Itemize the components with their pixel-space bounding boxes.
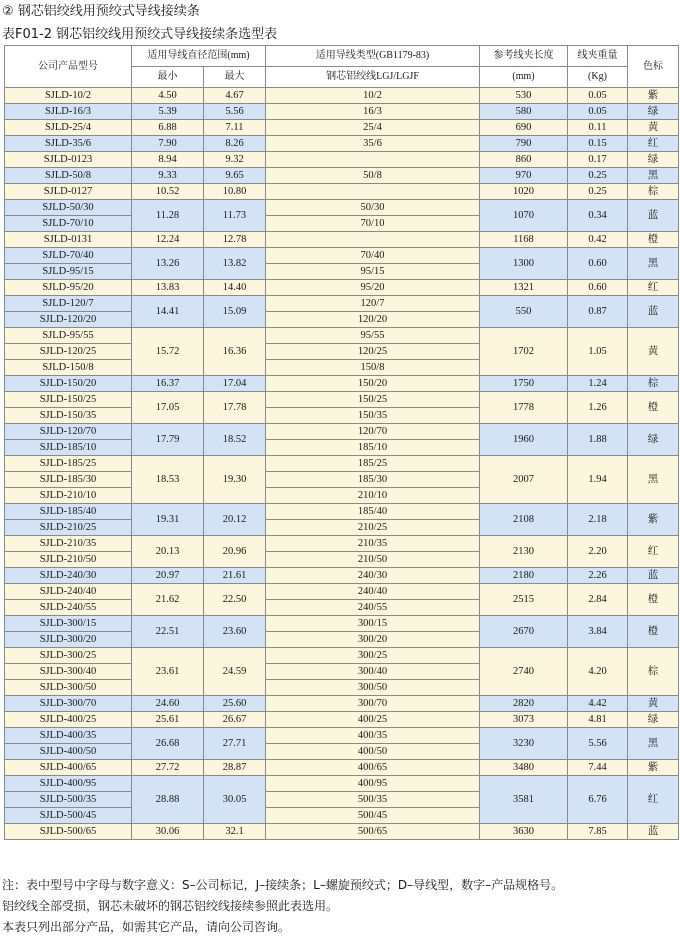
min-diameter-cell: 18.53 (132, 456, 204, 504)
wire-type-cell: 70/40 (266, 248, 480, 264)
table-row (5, 328, 679, 344)
max-diameter-cell: 23.60 (204, 616, 266, 648)
wire-type-cell (266, 152, 480, 168)
length-cell: 530 (480, 88, 568, 104)
model-cell: SJLD-210/25 (5, 520, 132, 536)
weight-cell: 4.81 (568, 712, 628, 728)
min-diameter-cell: 10.52 (132, 184, 204, 200)
weight-cell: 0.34 (568, 200, 628, 232)
table-row (5, 824, 679, 840)
wire-type-cell: 300/25 (266, 648, 480, 664)
table-row (5, 504, 679, 520)
length-cell: 1702 (480, 328, 568, 376)
max-diameter-cell: 9.65 (204, 168, 266, 184)
min-diameter-cell: 15.72 (132, 328, 204, 376)
max-diameter-cell: 4.67 (204, 88, 266, 104)
model-cell: SJLD-150/25 (5, 392, 132, 408)
wire-type-cell: 120/7 (266, 296, 480, 312)
model-cell: SJLD-240/55 (5, 600, 132, 616)
color-cell: 绿 (628, 152, 679, 168)
color-cell: 紫 (628, 760, 679, 776)
wire-type-cell: 400/25 (266, 712, 480, 728)
model-cell: SJLD-150/8 (5, 360, 132, 376)
color-cell: 黄 (628, 328, 679, 376)
weight-cell: 7.85 (568, 824, 628, 840)
weight-cell: 4.42 (568, 696, 628, 712)
wire-type-cell: 210/50 (266, 552, 480, 568)
color-cell: 红 (628, 536, 679, 568)
header-length-unit: (mm) (480, 67, 568, 88)
max-diameter-cell: 27.71 (204, 728, 266, 760)
min-diameter-cell: 23.61 (132, 648, 204, 696)
model-cell: SJLD-500/45 (5, 808, 132, 824)
header-wire-type: 适用导线类型(GB1179-83) (266, 46, 480, 67)
table-row (5, 296, 679, 312)
min-diameter-cell: 14.41 (132, 296, 204, 328)
min-diameter-cell: 7.90 (132, 136, 204, 152)
wire-type-cell: 210/35 (266, 536, 480, 552)
wire-type-cell: 120/70 (266, 424, 480, 440)
color-cell: 黑 (628, 168, 679, 184)
model-cell: SJLD-300/70 (5, 696, 132, 712)
header-length: 参考线夹长度 (480, 46, 568, 67)
table-row (5, 728, 679, 744)
table-row (5, 568, 679, 584)
header-max: 最大 (204, 67, 266, 88)
max-diameter-cell: 17.04 (204, 376, 266, 392)
length-cell: 1300 (480, 248, 568, 280)
color-cell: 蓝 (628, 296, 679, 328)
length-cell: 3230 (480, 728, 568, 760)
model-cell: SJLD-70/10 (5, 216, 132, 232)
header-min: 最小 (132, 67, 204, 88)
weight-cell: 6.76 (568, 776, 628, 824)
wire-type-cell: 400/35 (266, 728, 480, 744)
length-cell: 3581 (480, 776, 568, 824)
wire-type-cell: 95/55 (266, 328, 480, 344)
min-diameter-cell: 20.13 (132, 536, 204, 568)
min-diameter-cell: 22.51 (132, 616, 204, 648)
table-row (5, 120, 679, 136)
weight-cell: 0.17 (568, 152, 628, 168)
weight-cell: 1.05 (568, 328, 628, 376)
max-diameter-cell: 14.40 (204, 280, 266, 296)
header-model: 公司产品型号 (5, 46, 132, 88)
min-diameter-cell: 6.88 (132, 120, 204, 136)
model-cell: SJLD-210/10 (5, 488, 132, 504)
max-diameter-cell: 24.59 (204, 648, 266, 696)
weight-cell: 1.26 (568, 392, 628, 424)
table-row (5, 280, 679, 296)
length-cell: 2670 (480, 616, 568, 648)
model-cell: SJLD-300/25 (5, 648, 132, 664)
header-weight: 线夹重量 (568, 46, 628, 67)
wire-type-cell: 185/25 (266, 456, 480, 472)
table-row (5, 232, 679, 248)
table-row (5, 424, 679, 440)
min-diameter-cell: 12.24 (132, 232, 204, 248)
note-line: 本表只列出部分产品，如需其它产品，请向公司咨询。 (2, 920, 291, 934)
length-cell: 3480 (480, 760, 568, 776)
max-diameter-cell: 20.96 (204, 536, 266, 568)
color-cell: 蓝 (628, 824, 679, 840)
model-cell: SJLD-95/20 (5, 280, 132, 296)
min-diameter-cell: 13.26 (132, 248, 204, 280)
weight-cell: 1.88 (568, 424, 628, 456)
color-cell: 红 (628, 776, 679, 824)
min-diameter-cell: 26.68 (132, 728, 204, 760)
table-row (5, 376, 679, 392)
color-cell: 蓝 (628, 200, 679, 232)
color-cell: 橙 (628, 232, 679, 248)
model-cell: SJLD-300/50 (5, 680, 132, 696)
weight-cell: 2.84 (568, 584, 628, 616)
length-cell: 790 (480, 136, 568, 152)
min-diameter-cell: 25.61 (132, 712, 204, 728)
model-cell: SJLD-240/30 (5, 568, 132, 584)
note-line: 注：表中型号中字母与数字意义：S–公司标记，J–接续条；L–螺旋预绞式；D–导线型，数字–产品规格号。 (2, 878, 564, 892)
table-row (5, 248, 679, 264)
color-cell: 紫 (628, 504, 679, 536)
color-cell: 橙 (628, 392, 679, 424)
weight-cell: 2.20 (568, 536, 628, 568)
wire-type-cell: 120/25 (266, 344, 480, 360)
table-row (5, 760, 679, 776)
table-row (5, 200, 679, 216)
wire-type-cell: 10/2 (266, 88, 480, 104)
weight-cell: 0.25 (568, 168, 628, 184)
max-diameter-cell: 7.11 (204, 120, 266, 136)
max-diameter-cell: 13.82 (204, 248, 266, 280)
color-cell: 黑 (628, 248, 679, 280)
max-diameter-cell: 12.78 (204, 232, 266, 248)
table-row (5, 392, 679, 408)
wire-type-cell: 500/45 (266, 808, 480, 824)
wire-type-cell: 240/30 (266, 568, 480, 584)
wire-type-cell: 400/95 (266, 776, 480, 792)
wire-type-cell: 300/15 (266, 616, 480, 632)
wire-type-cell: 50/8 (266, 168, 480, 184)
wire-type-cell: 120/20 (266, 312, 480, 328)
length-cell: 1321 (480, 280, 568, 296)
wire-type-cell: 500/65 (266, 824, 480, 840)
table-row (5, 152, 679, 168)
wire-type-cell: 185/40 (266, 504, 480, 520)
min-diameter-cell: 27.72 (132, 760, 204, 776)
length-cell: 550 (480, 296, 568, 328)
weight-cell: 0.42 (568, 232, 628, 248)
weight-cell: 2.26 (568, 568, 628, 584)
model-cell: SJLD-50/30 (5, 200, 132, 216)
table-row (5, 184, 679, 200)
wire-type-cell: 300/40 (266, 664, 480, 680)
min-diameter-cell: 30.06 (132, 824, 204, 840)
note-line: 铝绞线全部受损，钢芯未破坏的钢芯铝绞线接续参照此表选用。 (2, 899, 339, 913)
table-caption: 表F01-2 钢芯铝绞线用预绞式导线接续条选型表 (2, 27, 278, 42)
table-row (5, 712, 679, 728)
color-cell: 黑 (628, 728, 679, 760)
header-diameter-range: 适用导线直径范围(mm) (132, 46, 266, 67)
min-diameter-cell: 24.60 (132, 696, 204, 712)
min-diameter-cell: 17.05 (132, 392, 204, 424)
length-cell: 3630 (480, 824, 568, 840)
selection-table (4, 45, 679, 840)
weight-cell: 4.20 (568, 648, 628, 696)
wire-type-cell: 150/35 (266, 408, 480, 424)
header-wire-type-sub: 钢芯铝绞线LGJ/LGJF (266, 67, 480, 88)
min-diameter-cell: 16.37 (132, 376, 204, 392)
min-diameter-cell: 13.83 (132, 280, 204, 296)
max-diameter-cell: 5.56 (204, 104, 266, 120)
min-diameter-cell: 21.62 (132, 584, 204, 616)
wire-type-cell: 70/10 (266, 216, 480, 232)
length-cell: 1750 (480, 376, 568, 392)
max-diameter-cell: 28.87 (204, 760, 266, 776)
length-cell: 2108 (480, 504, 568, 536)
model-cell: SJLD-95/15 (5, 264, 132, 280)
model-cell: SJLD-210/50 (5, 552, 132, 568)
length-cell: 690 (480, 120, 568, 136)
model-cell: SJLD-50/8 (5, 168, 132, 184)
max-diameter-cell: 20.12 (204, 504, 266, 536)
color-cell: 紫 (628, 88, 679, 104)
weight-cell: 1.24 (568, 376, 628, 392)
model-cell: SJLD-300/40 (5, 664, 132, 680)
model-cell: SJLD-400/65 (5, 760, 132, 776)
length-cell: 580 (480, 104, 568, 120)
max-diameter-cell: 8.26 (204, 136, 266, 152)
max-diameter-cell: 18.52 (204, 424, 266, 456)
wire-type-cell: 400/50 (266, 744, 480, 760)
min-diameter-cell: 19.31 (132, 504, 204, 536)
color-cell: 绿 (628, 424, 679, 456)
max-diameter-cell: 21.61 (204, 568, 266, 584)
length-cell: 2130 (480, 536, 568, 568)
wire-type-cell: 300/70 (266, 696, 480, 712)
table-row (5, 168, 679, 184)
model-cell: SJLD-70/40 (5, 248, 132, 264)
wire-type-cell: 210/25 (266, 520, 480, 536)
min-diameter-cell: 8.94 (132, 152, 204, 168)
length-cell: 2515 (480, 584, 568, 616)
model-cell: SJLD-185/25 (5, 456, 132, 472)
min-diameter-cell: 28.88 (132, 776, 204, 824)
weight-cell: 0.60 (568, 280, 628, 296)
color-cell: 蓝 (628, 568, 679, 584)
model-cell: SJLD-300/20 (5, 632, 132, 648)
table-row (5, 648, 679, 664)
color-cell: 黄 (628, 120, 679, 136)
length-cell: 2820 (480, 696, 568, 712)
max-diameter-cell: 32.1 (204, 824, 266, 840)
table-row (5, 616, 679, 632)
max-diameter-cell: 19.30 (204, 456, 266, 504)
wire-type-cell: 95/20 (266, 280, 480, 296)
model-cell: SJLD-400/25 (5, 712, 132, 728)
color-cell: 绿 (628, 104, 679, 120)
wire-type-cell: 210/10 (266, 488, 480, 504)
weight-cell: 3.84 (568, 616, 628, 648)
length-cell: 860 (480, 152, 568, 168)
notes (2, 875, 563, 938)
weight-cell: 0.60 (568, 248, 628, 280)
max-diameter-cell: 22.50 (204, 584, 266, 616)
length-cell: 1960 (480, 424, 568, 456)
wire-type-cell: 25/4 (266, 120, 480, 136)
max-diameter-cell: 30.05 (204, 776, 266, 824)
min-diameter-cell: 9.33 (132, 168, 204, 184)
model-cell: SJLD-16/3 (5, 104, 132, 120)
weight-cell: 0.15 (568, 136, 628, 152)
table-row (5, 584, 679, 600)
color-cell: 橙 (628, 584, 679, 616)
min-diameter-cell: 4.50 (132, 88, 204, 104)
wire-type-cell: 16/3 (266, 104, 480, 120)
color-cell: 棕 (628, 184, 679, 200)
table-body (5, 88, 679, 840)
model-cell: SJLD-120/20 (5, 312, 132, 328)
model-cell: SJLD-150/20 (5, 376, 132, 392)
max-diameter-cell: 11.73 (204, 200, 266, 232)
max-diameter-cell: 25.60 (204, 696, 266, 712)
table-row (5, 88, 679, 104)
table-row (5, 136, 679, 152)
max-diameter-cell: 17.78 (204, 392, 266, 424)
model-cell: SJLD-240/40 (5, 584, 132, 600)
model-cell: SJLD-210/35 (5, 536, 132, 552)
table-row (5, 776, 679, 792)
wire-type-cell: 185/10 (266, 440, 480, 456)
wire-type-cell (266, 184, 480, 200)
color-cell: 棕 (628, 648, 679, 696)
color-cell: 黄 (628, 696, 679, 712)
header-weight-unit: (Kg) (568, 67, 628, 88)
length-cell: 2740 (480, 648, 568, 696)
length-cell: 2007 (480, 456, 568, 504)
wire-type-cell: 400/65 (266, 760, 480, 776)
model-cell: SJLD-0123 (5, 152, 132, 168)
weight-cell: 0.05 (568, 104, 628, 120)
header-color: 色标 (628, 46, 679, 88)
min-diameter-cell: 20.97 (132, 568, 204, 584)
model-cell: SJLD-35/6 (5, 136, 132, 152)
length-cell: 1168 (480, 232, 568, 248)
model-cell: SJLD-400/50 (5, 744, 132, 760)
min-diameter-cell: 11.28 (132, 200, 204, 232)
model-cell: SJLD-185/30 (5, 472, 132, 488)
table-row (5, 536, 679, 552)
wire-type-cell (266, 232, 480, 248)
model-cell: SJLD-95/55 (5, 328, 132, 344)
weight-cell: 0.11 (568, 120, 628, 136)
min-diameter-cell: 17.79 (132, 424, 204, 456)
weight-cell: 0.05 (568, 88, 628, 104)
min-diameter-cell: 5.39 (132, 104, 204, 120)
color-cell: 棕 (628, 376, 679, 392)
wire-type-cell: 150/20 (266, 376, 480, 392)
wire-type-cell: 150/8 (266, 360, 480, 376)
model-cell: SJLD-300/15 (5, 616, 132, 632)
color-cell: 绿 (628, 712, 679, 728)
wire-type-cell: 50/30 (266, 200, 480, 216)
length-cell: 1778 (480, 392, 568, 424)
model-cell: SJLD-0127 (5, 184, 132, 200)
table-row (5, 104, 679, 120)
model-cell: SJLD-150/35 (5, 408, 132, 424)
wire-type-cell: 300/50 (266, 680, 480, 696)
model-cell: SJLD-120/25 (5, 344, 132, 360)
weight-cell: 0.87 (568, 296, 628, 328)
length-cell: 3073 (480, 712, 568, 728)
section-title: ② 钢芯铝绞线用预绞式导线接续条 (2, 4, 200, 19)
wire-type-cell: 150/25 (266, 392, 480, 408)
max-diameter-cell: 9.32 (204, 152, 266, 168)
length-cell: 970 (480, 168, 568, 184)
model-cell: SJLD-500/65 (5, 824, 132, 840)
color-cell: 黑 (628, 456, 679, 504)
table-header (5, 46, 679, 88)
length-cell: 1020 (480, 184, 568, 200)
weight-cell: 5.56 (568, 728, 628, 760)
model-cell: SJLD-25/4 (5, 120, 132, 136)
wire-type-cell: 35/6 (266, 136, 480, 152)
max-diameter-cell: 16.36 (204, 328, 266, 376)
model-cell: SJLD-185/10 (5, 440, 132, 456)
weight-cell: 7.44 (568, 760, 628, 776)
weight-cell: 0.25 (568, 184, 628, 200)
model-cell: SJLD-120/70 (5, 424, 132, 440)
length-cell: 1070 (480, 200, 568, 232)
color-cell: 红 (628, 136, 679, 152)
wire-type-cell: 500/35 (266, 792, 480, 808)
weight-cell: 2.18 (568, 504, 628, 536)
color-cell: 橙 (628, 616, 679, 648)
wire-type-cell: 185/30 (266, 472, 480, 488)
model-cell: SJLD-10/2 (5, 88, 132, 104)
model-cell: SJLD-0131 (5, 232, 132, 248)
wire-type-cell: 240/55 (266, 600, 480, 616)
wire-type-cell: 300/20 (266, 632, 480, 648)
model-cell: SJLD-400/95 (5, 776, 132, 792)
weight-cell: 1.94 (568, 456, 628, 504)
wire-type-cell: 240/40 (266, 584, 480, 600)
model-cell: SJLD-185/40 (5, 504, 132, 520)
table-row (5, 696, 679, 712)
max-diameter-cell: 26.67 (204, 712, 266, 728)
max-diameter-cell: 10.80 (204, 184, 266, 200)
color-cell: 红 (628, 280, 679, 296)
max-diameter-cell: 15.09 (204, 296, 266, 328)
model-cell: SJLD-120/7 (5, 296, 132, 312)
wire-type-cell: 95/15 (266, 264, 480, 280)
model-cell: SJLD-400/35 (5, 728, 132, 744)
length-cell: 2180 (480, 568, 568, 584)
table-row (5, 456, 679, 472)
model-cell: SJLD-500/35 (5, 792, 132, 808)
